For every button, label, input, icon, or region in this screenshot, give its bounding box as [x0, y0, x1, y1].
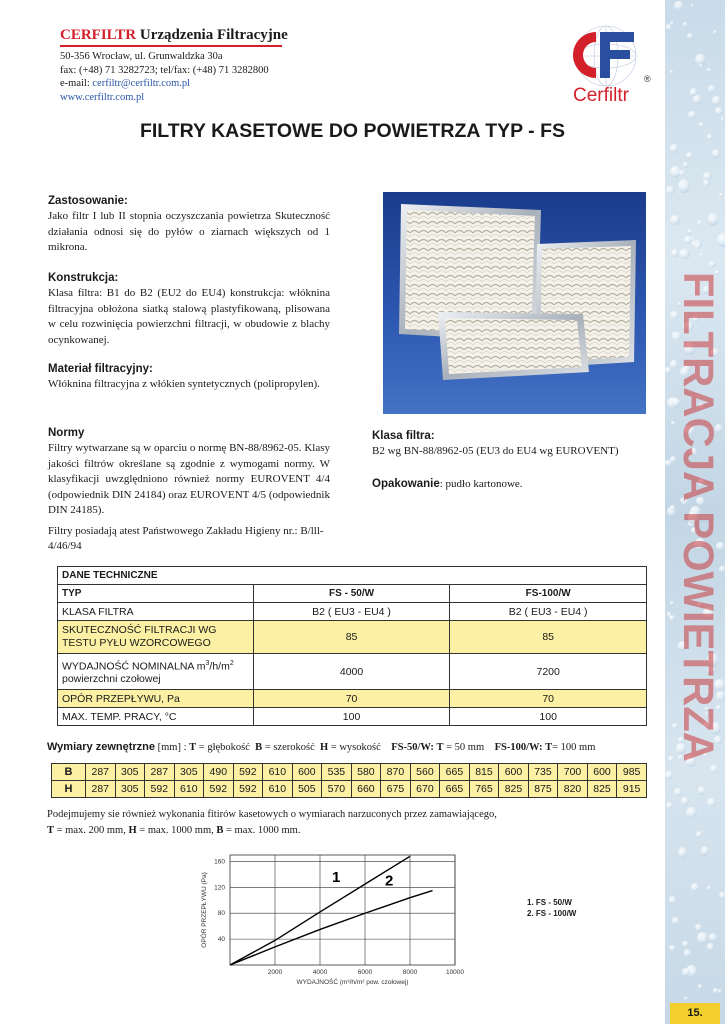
water-drop — [696, 831, 702, 838]
contact-block — [60, 50, 269, 104]
water-drop — [701, 846, 709, 856]
water-drop — [674, 788, 682, 796]
page-number: 15. — [670, 1003, 720, 1024]
row-header-h: H — [52, 781, 86, 798]
water-drop — [718, 989, 723, 993]
pressure-drop-chart — [195, 850, 615, 1000]
dimension-h-cell: 592 — [204, 781, 234, 798]
section-zastosowanie — [48, 194, 330, 256]
brand-name: CERFILTR — [60, 27, 137, 43]
water-drop — [707, 886, 711, 890]
legend-item: 1. FS - 50/W — [527, 898, 572, 907]
y-tick-label: 80 — [217, 910, 225, 918]
y-tick-label: 120 — [214, 884, 225, 892]
atest-text: Filtry posiadają atest Państwowego Zakładu Higieny nr.: B/lll-4/46/94 — [48, 524, 324, 552]
section-klasa — [372, 429, 662, 460]
address: 50-356 Wrocław, ul. Grunwaldzka 30a — [60, 51, 223, 62]
water-drop — [679, 170, 685, 176]
x-axis-label: WYDAJNOŚĆ (m³/h/m² pow. czołowej) — [296, 979, 409, 986]
x-tick-label: 6000 — [357, 969, 373, 976]
water-drop — [688, 111, 697, 119]
klasa-text: B2 wg BN-88/8962-05 (EU3 do EU4 wg EUROVENT) — [372, 445, 619, 457]
water-drop — [708, 213, 718, 226]
legend-item: 2. FS - 100/W — [527, 909, 577, 918]
row-header-b: B — [52, 764, 86, 781]
dimension-b-cell: 560 — [410, 764, 440, 781]
water-drop — [713, 30, 717, 35]
brand-subtitle: Urządzenia Filtracyjne — [139, 27, 288, 43]
chart-legend — [527, 897, 576, 919]
opakowanie-text: : pudło kartonowe. — [439, 478, 523, 490]
brand-underline — [60, 45, 282, 47]
y-tick-label: 40 — [217, 936, 225, 944]
dimension-h-cell: 665 — [440, 781, 470, 798]
water-drop — [666, 802, 673, 809]
dimension-h-cell: 915 — [617, 781, 647, 798]
dimension-b-cell: 985 — [617, 764, 647, 781]
company-name — [60, 27, 288, 44]
water-drop — [715, 107, 722, 115]
water-drop — [686, 152, 693, 159]
email-line: e-mail: cerfiltr@cerfiltr.com.pl — [60, 78, 191, 89]
water-drop — [670, 144, 678, 153]
dimensions-heading: Wymiary zewnętrzne — [47, 741, 156, 753]
dimensions-legend: Wymiary zewnętrzne [mm] : T = głębokość B = szerokość H = wysokość FS-50/W: T = 50 mm FS-100/W: T= 100 mm — [47, 741, 596, 753]
series-line-2 — [230, 891, 433, 965]
water-drop — [666, 24, 672, 31]
dimension-h-cell: 570 — [322, 781, 352, 798]
dimension-b-cell: 600 — [499, 764, 529, 781]
water-drop — [672, 917, 680, 925]
material-text: Włóknina filtracyjna z włókien syntetycznych (polipropylen). — [48, 378, 320, 390]
dimension-h-cell: 820 — [558, 781, 588, 798]
series-label-1: 1 — [332, 869, 341, 887]
logo-text: Cerfiltr — [573, 85, 629, 106]
dimension-b-cell: 535 — [322, 764, 352, 781]
dimension-b-cell: 735 — [528, 764, 558, 781]
water-drop — [697, 220, 702, 225]
dimension-b-cell: 610 — [263, 764, 293, 781]
water-drop — [688, 229, 692, 233]
water-drop — [708, 85, 715, 93]
water-drop — [712, 96, 721, 105]
x-tick-label: 2000 — [267, 969, 283, 976]
phone: fax: (+48) 71 3282723; tel/fax: (+48) 71 3282800 — [60, 64, 269, 76]
y-axis-label: OPÓR PRZEPŁYWU (Pa) — [201, 872, 208, 948]
dimension-h-cell: 287 — [86, 781, 116, 798]
water-drop — [670, 70, 674, 74]
water-drop — [684, 997, 687, 1000]
water-drop — [698, 786, 706, 795]
table-row: MAX. TEMP. PRACY, °C 100 100 — [58, 708, 647, 726]
dimension-b-cell: 600 — [292, 764, 322, 781]
dimension-b-cell: 600 — [587, 764, 617, 781]
water-drop — [684, 949, 691, 957]
dimension-h-cell: 825 — [499, 781, 529, 798]
dimension-b-cell: 665 — [440, 764, 470, 781]
table-title-row — [58, 567, 647, 585]
dimension-b-cell: 580 — [351, 764, 381, 781]
table-title: DANE TECHNICZNE — [58, 567, 647, 585]
klasa-heading: Klasa filtra: — [372, 430, 435, 442]
normy-text: Filtry wytwarzane są w oparciu o normę BN-88/8962-05. Klasy jakości filtrów określane są zgodnie z wymogami normy. W klasyfikacji uwzględniono również normy EUROVENT 4/4 (odpowiednik DIN 24184) oraz EUROVENT 4/5 (odpowiednik DIN 24185). — [48, 442, 330, 516]
water-drop — [700, 253, 703, 257]
water-drop — [695, 924, 702, 931]
water-drop — [712, 149, 720, 158]
water-drop — [684, 236, 692, 244]
water-drop — [719, 892, 725, 900]
water-drop — [674, 1, 684, 10]
page-title: FILTRY KASETOWE DO POWIETRZA TYP - FS — [139, 120, 566, 142]
dimension-h-cell: 660 — [351, 781, 381, 798]
series-label-2: 2 — [385, 872, 394, 890]
water-drop — [669, 945, 675, 951]
water-drop — [691, 883, 700, 892]
table-row: OPÓR PRZEPŁYWU, Pa 70 70 — [58, 690, 647, 708]
dimensions-table — [51, 763, 647, 798]
x-tick-label: 4000 — [312, 969, 328, 976]
section-material — [48, 362, 330, 393]
email-link[interactable]: cerfiltr@cerfiltr.com.pl — [92, 78, 191, 89]
table-row: SKUTECZNOŚĆ FILTRACJI WG TESTU PYŁU WZORCOWEGO 85 85 — [58, 621, 647, 654]
table-row: WYDAJNOŚĆ NOMINALNA $m^3/h/m^2$ powierzchni czołowej 4000 7200 — [58, 654, 647, 690]
dimension-b-cell: 700 — [558, 764, 588, 781]
water-drop — [703, 180, 709, 185]
zastosowanie-heading: Zastosowanie: — [48, 195, 128, 207]
dimension-h-cell: 675 — [381, 781, 411, 798]
y-tick-label: 160 — [214, 858, 225, 866]
water-drop — [707, 68, 711, 72]
water-drop — [699, 64, 702, 67]
water-drop — [709, 933, 716, 941]
product-photo — [383, 192, 646, 414]
x-tick-label: 8000 — [402, 969, 418, 976]
water-drop — [683, 162, 688, 167]
table-row: TYP FS - 50/W FS-100/W — [58, 585, 647, 603]
dimension-h-cell: 592 — [145, 781, 175, 798]
dimension-b-cell: 287 — [86, 764, 116, 781]
water-drop — [691, 4, 694, 7]
section-konstrukcja — [48, 271, 330, 348]
dimension-h-cell: 610 — [263, 781, 293, 798]
water-drop — [693, 95, 701, 104]
water-drop — [670, 215, 680, 225]
water-drop — [707, 134, 712, 139]
water-drop — [671, 249, 678, 257]
water-drop — [719, 193, 723, 197]
konstrukcja-heading: Konstrukcja: — [48, 272, 119, 284]
cerfiltr-logo — [560, 18, 660, 106]
water-drop — [698, 984, 702, 989]
water-drop — [678, 179, 690, 193]
table-row — [52, 764, 647, 781]
dimension-h-cell: 670 — [410, 781, 440, 798]
dimension-h-cell: 592 — [233, 781, 263, 798]
material-heading: Materiał filtracyjny: — [48, 363, 153, 375]
dimension-h-cell: 765 — [469, 781, 499, 798]
dimension-b-cell: 870 — [381, 764, 411, 781]
dimension-b-cell: 815 — [469, 764, 499, 781]
water-drop — [681, 797, 689, 805]
table-row: KLASA FILTRA B2 ( EU3 - EU4 ) B2 ( EU3 - EU4 ) — [58, 603, 647, 621]
water-drop — [687, 33, 694, 39]
dimension-b-cell: 592 — [233, 764, 263, 781]
water-drop — [703, 172, 712, 180]
side-label — [668, 262, 724, 782]
water-drop — [679, 249, 690, 260]
dimension-b-cell: 305 — [115, 764, 145, 781]
water-drop — [707, 943, 713, 951]
water-drop — [697, 932, 708, 944]
x-tick-label: 10000 — [445, 969, 465, 976]
dimension-h-cell: 825 — [587, 781, 617, 798]
normy-heading: Normy — [48, 427, 85, 439]
technical-data-table — [57, 566, 647, 726]
konstrukcja-text: Klasa filtra: B1 do B2 (EU2 do EU4) konstrukcja: włóknina filtracyjna obłożona siatką stalową plastyfikowaną, plisowana w celu rozwinięcia powierzchni filtracji, w obudowie z blachy ocynkowanej. — [48, 287, 330, 346]
dimension-h-cell: 875 — [528, 781, 558, 798]
zastosowanie-text: Jako filtr I lub II stopnia oczyszczania powietrza Skuteczność działania odnosi się do pyłów o ziarnach większych od 1 mikrona. — [48, 210, 330, 253]
water-drop — [686, 807, 697, 818]
water-drop — [694, 243, 700, 249]
svg-text:FILTRACJA POWIETRZA: FILTRACJA POWIETRZA — [674, 272, 722, 777]
section-normy — [48, 426, 330, 555]
water-drop — [682, 941, 688, 947]
dimension-b-cell: 287 — [145, 764, 175, 781]
water-drop — [666, 186, 675, 194]
dimension-b-cell: 305 — [174, 764, 204, 781]
water-drop — [678, 847, 687, 858]
water-drop — [713, 988, 718, 994]
svg-text:®: ® — [644, 74, 651, 84]
dimension-b-cell: 490 — [204, 764, 234, 781]
water-drop — [717, 233, 725, 247]
water-drop — [669, 896, 676, 903]
dimension-h-cell: 305 — [115, 781, 145, 798]
opakowanie-heading: Opakowanie — [372, 478, 440, 490]
website-link[interactable]: www.cerfiltr.com.pl — [60, 91, 145, 103]
section-opakowanie — [372, 477, 662, 493]
custom-size-note: Podejmujemy sie również wykonania fitirów kasetowych o wymiarach narzuconych przez zamawiającego, T = max. 200 mm, H = max. 1000 mm, B = max. 1000 mm. — [47, 809, 497, 836]
water-drop — [721, 117, 724, 121]
dimension-h-cell: 505 — [292, 781, 322, 798]
water-drop — [683, 22, 688, 27]
plot-frame — [230, 855, 455, 965]
table-row — [52, 781, 647, 798]
dimension-h-cell: 610 — [174, 781, 204, 798]
water-drop — [707, 798, 716, 807]
